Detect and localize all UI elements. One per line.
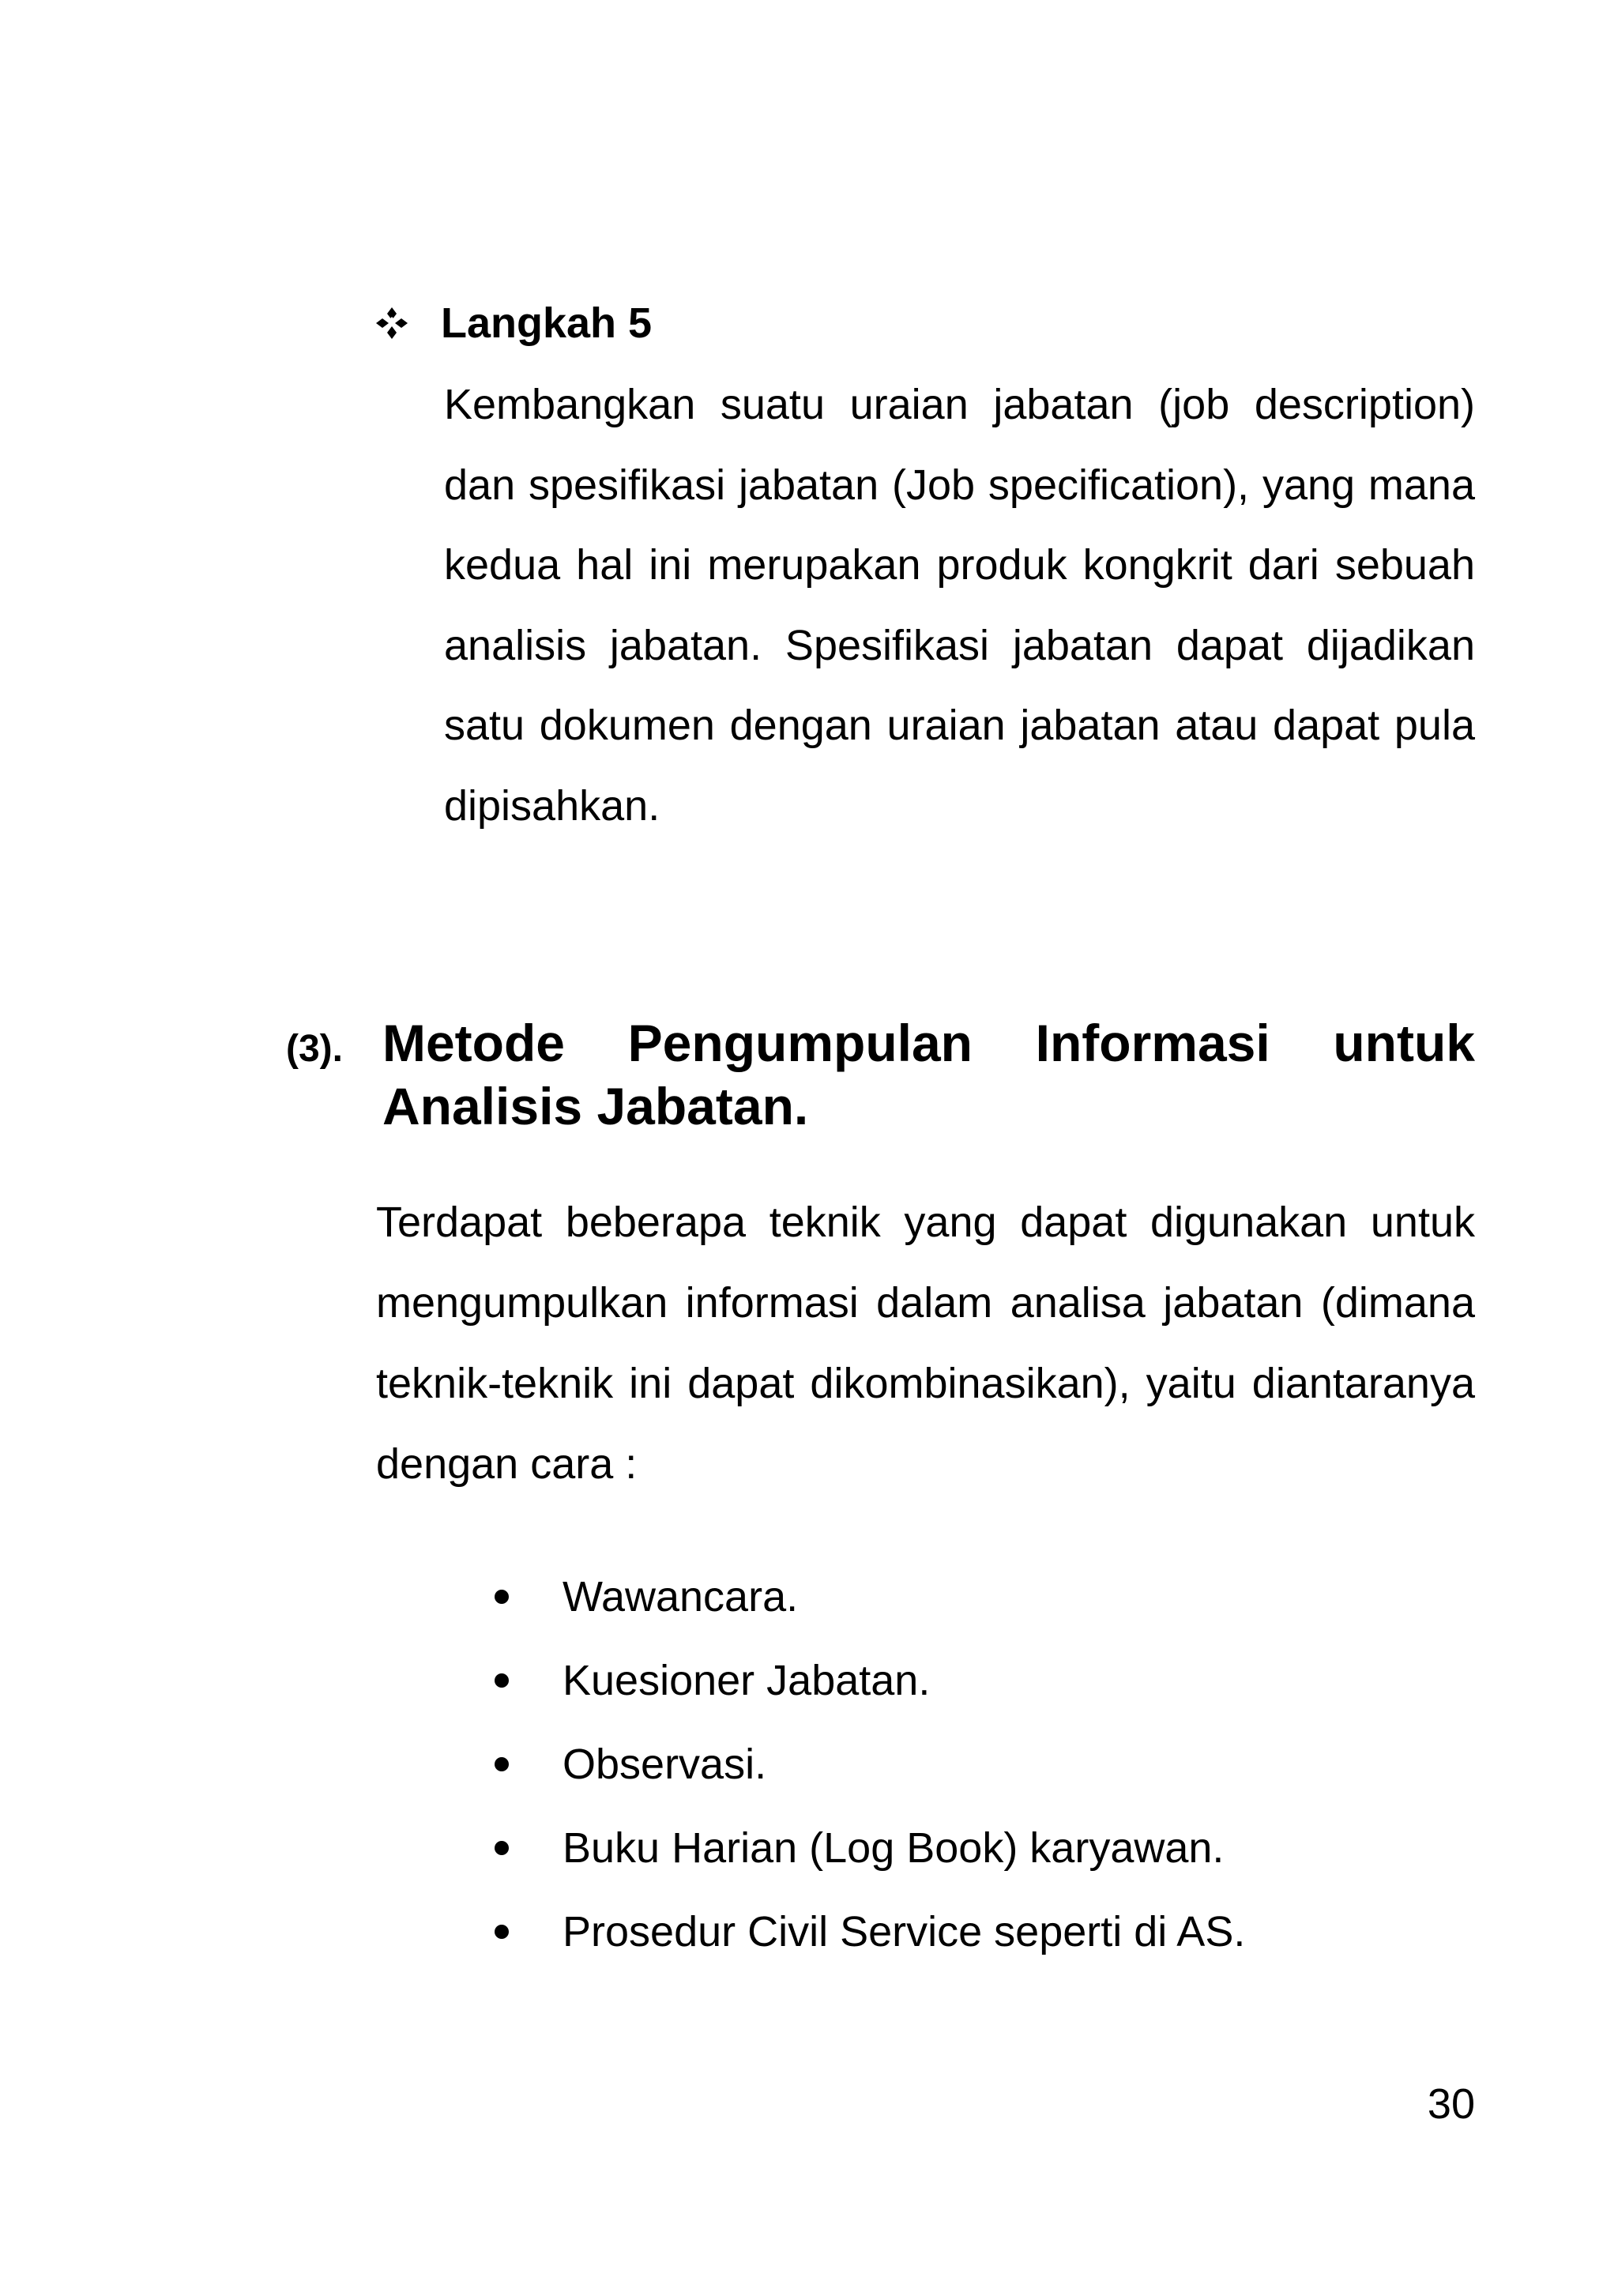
list-item-label: Observasi. [563,1741,767,1788]
list-item-label: Prosedur Civil Service seperti di AS. [563,1908,1246,1955]
section-number: (3). [286,1028,343,1070]
section-intro-paragraph: Terdapat beberapa teknik yang dapat digunakan untuk mengumpulkan informasi dalam analisa jabatan (dimana teknik-teknik ini dapat dikombinasikan), yaitu diantaranya dengan cara : [376,1199,1475,1488]
list-item [495,1639,1245,1722]
list-item-label: Wawancara. [563,1573,799,1620]
method-list [495,1555,1245,1974]
list-item [495,1722,1245,1806]
list-item [495,1890,1245,1974]
list-item [495,1555,1245,1639]
diamond-cluster-icon [374,306,409,341]
bullet-icon [495,1925,509,1939]
bullet-icon [495,1590,509,1604]
step-paragraph: Kembangkan suatu uraian jabatan (job description) dan spesifikasi jabatan (Job specification), yang mana kedua hal ini merupakan produk kongkrit dari sebuah analisis jabatan. Spesifikasi jabatan dapat dijadikan satu dokumen dengan uraian jabatan atau dapat pula dipisahkan. [444,381,1475,830]
bullet-icon [495,1841,509,1855]
page-number: 30 [1427,2080,1475,2128]
section-title: Metode Pengumpulan Informasi untuk Analisis Jabatan. [382,1014,1475,1135]
list-item-label: Kuesioner Jabatan. [563,1657,931,1704]
list-item-label: Buku Harian (Log Book) karyawan. [563,1824,1225,1872]
step-title: Langkah 5 [441,299,653,347]
step-heading [374,295,652,351]
bullet-icon [495,1673,509,1688]
bullet-icon [495,1757,509,1771]
list-item [495,1806,1245,1890]
